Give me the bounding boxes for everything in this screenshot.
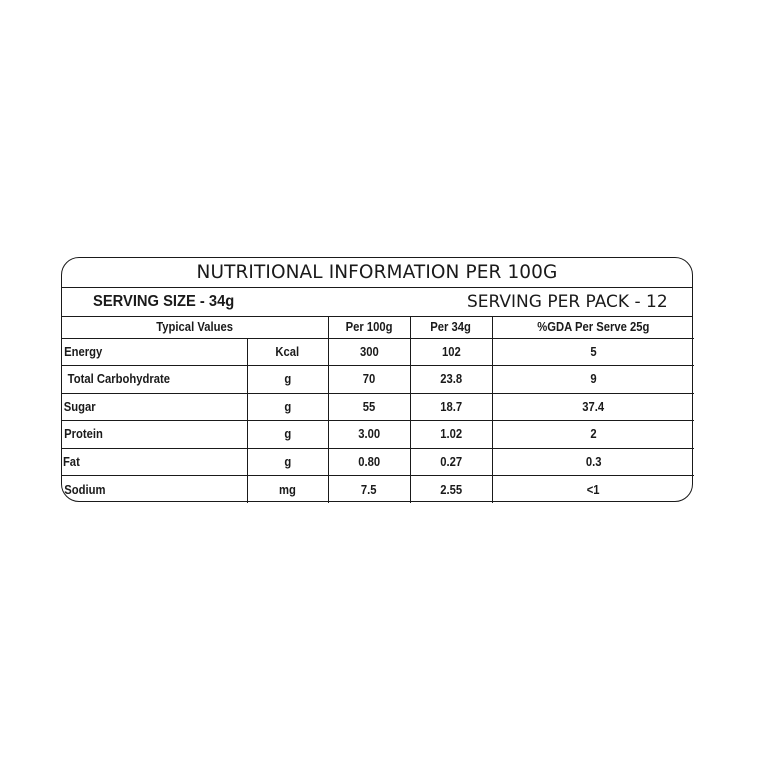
nutrient-name: Total Carbohydrate [62,366,247,394]
nutrient-name: Sugar [62,393,247,421]
value-gda: 0.3 [492,448,694,476]
nutrient-unit: g [247,421,328,449]
value-per-34g: 18.7 [410,393,492,421]
table-row [62,448,694,476]
value-gda: 9 [492,366,694,394]
nutrient-name: Sodium [62,476,247,504]
table-row [62,421,694,449]
value-gda: 5 [492,338,694,366]
header-per-34g: Per 34g [410,317,492,338]
nutrient-name: Energy [62,338,247,366]
value-per-34g: 102 [410,338,492,366]
value-per-100g: 70 [328,366,410,394]
nutrient-name: Fat [62,448,247,476]
nutrient-unit: g [247,366,328,394]
nutrient-name: Protein [62,421,247,449]
header-gda: %GDA Per Serve 25g [492,317,694,338]
nutrient-unit: g [247,393,328,421]
header-per-100g: Per 100g [328,317,410,338]
table-header-row [62,317,694,338]
nutrient-unit: mg [247,476,328,504]
value-per-34g: 0.27 [410,448,492,476]
value-per-100g: 55 [328,393,410,421]
value-gda: 37.4 [492,393,694,421]
value-per-100g: 0.80 [328,448,410,476]
table-row [62,476,694,504]
label-title: NUTRITIONAL INFORMATION PER 100G [62,258,692,288]
value-per-34g: 2.55 [410,476,492,504]
serving-size: SERVING SIZE - 34g [93,293,235,310]
value-gda: 2 [492,421,694,449]
header-typical-values: Typical Values [62,317,328,338]
nutrient-unit: g [247,448,328,476]
table-row [62,366,694,394]
value-per-100g: 3.00 [328,421,410,449]
table-row [62,338,694,366]
nutrient-unit: Kcal [247,338,328,366]
value-per-100g: 7.5 [328,476,410,504]
serving-per-pack: SERVING PER PACK - 12 [467,292,668,312]
value-per-34g: 23.8 [410,366,492,394]
table-row [62,393,694,421]
serving-row [62,288,692,317]
value-per-34g: 1.02 [410,421,492,449]
nutrition-table [62,317,694,503]
value-gda: <1 [492,476,694,504]
value-per-100g: 300 [328,338,410,366]
nutrition-label [61,257,693,502]
